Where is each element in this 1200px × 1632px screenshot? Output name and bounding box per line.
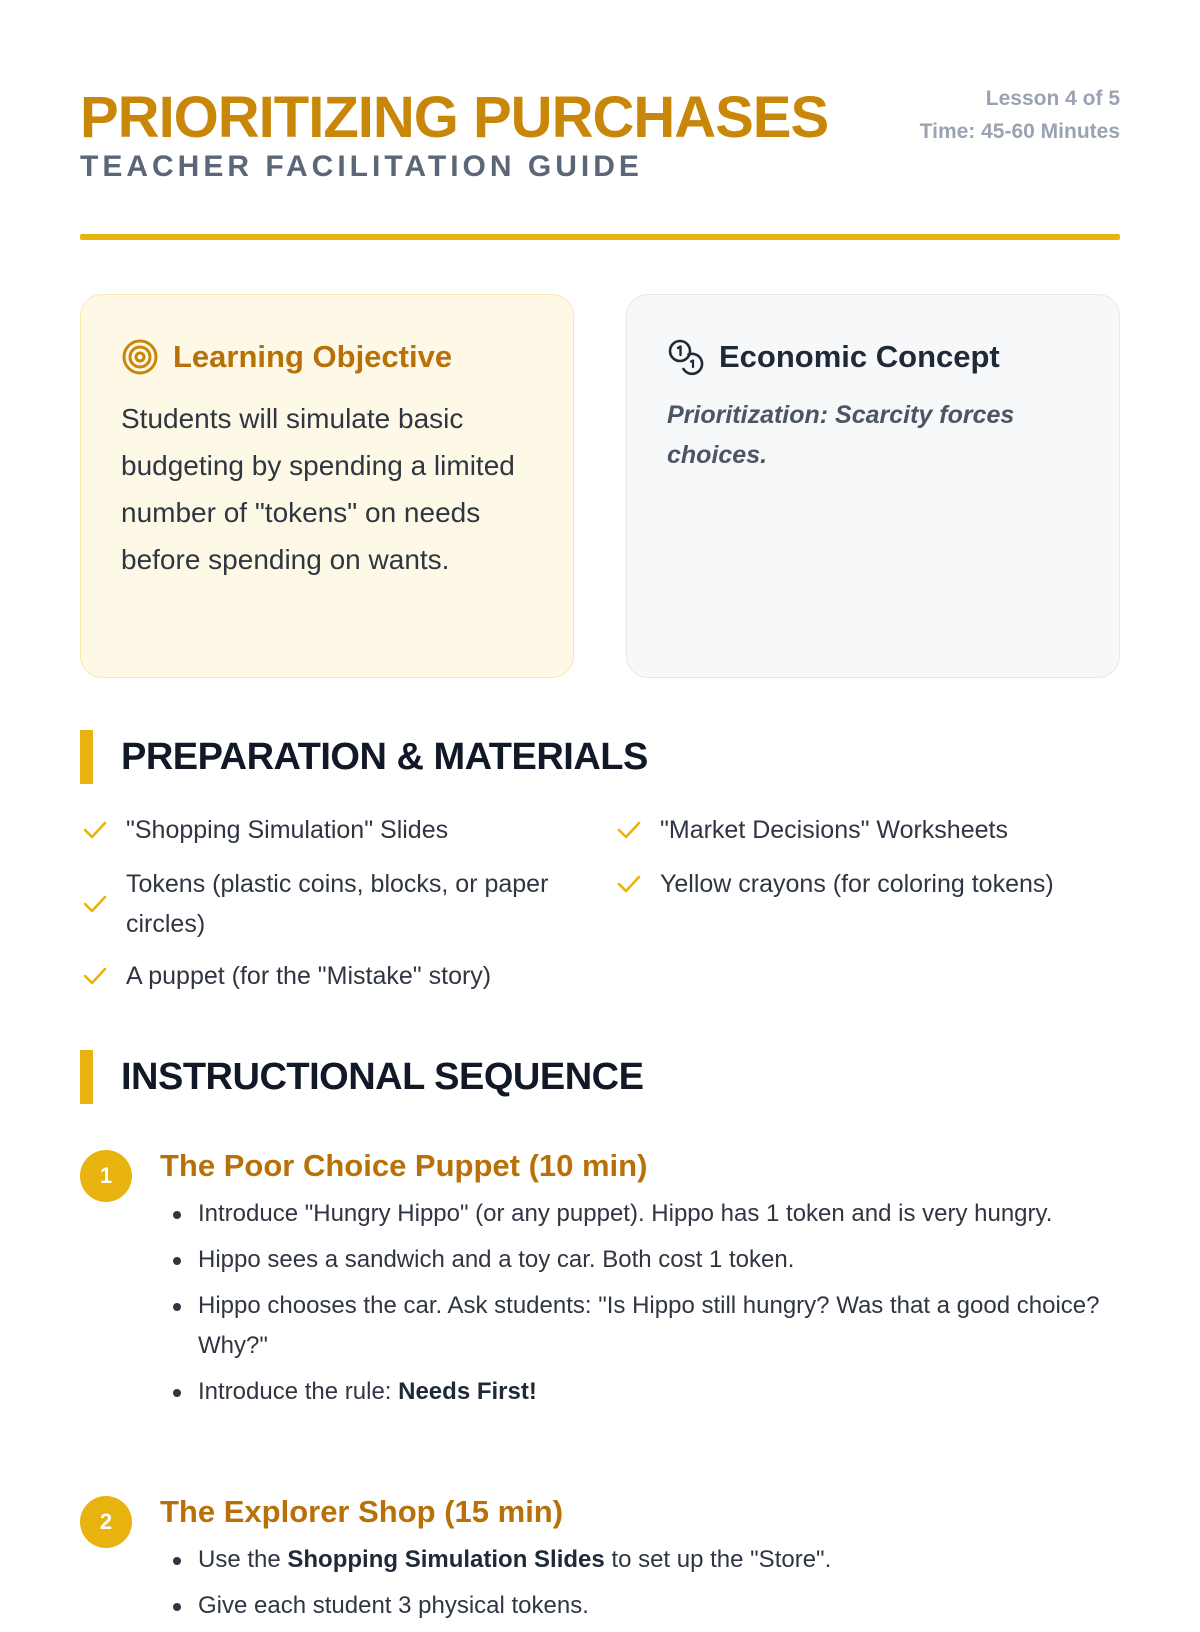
lesson-meta xyxy=(920,82,1120,148)
materials-item xyxy=(80,956,580,996)
sequence-section-header xyxy=(80,1050,643,1104)
section-accent-bar xyxy=(80,1050,93,1104)
step-bullet xyxy=(198,1540,1120,1580)
bullet-text: Introduce the rule: xyxy=(198,1378,399,1405)
lesson-number: Lesson 4 of 5 xyxy=(985,87,1120,110)
bullet-text: to set up the "Store". xyxy=(604,1546,832,1573)
step-number-badge: 1 xyxy=(80,1150,132,1202)
step-title: The Explorer Shop (15 min) xyxy=(160,1494,564,1529)
concept-text: Prioritization: Scarcity forces choices. xyxy=(667,401,1015,469)
objective-text: Students will simulate basic budgeting by spending a limited number of "tokens" on needs before spending on wants. xyxy=(121,403,515,575)
materials-item-label: "Market Decisions" Worksheets xyxy=(660,816,1008,844)
sequence-section-title: INSTRUCTIONAL SEQUENCE xyxy=(121,1055,644,1098)
checkmark-icon xyxy=(80,961,110,991)
checkmark-icon xyxy=(614,815,644,845)
page-subtitle: TEACHER FACILITATION GUIDE xyxy=(80,150,643,183)
section-accent-bar xyxy=(80,730,93,784)
step-bullet: Give each student 3 physical tokens. xyxy=(198,1586,1120,1626)
step-bullet: Hippo chooses the car. Ask students: "Is Hippo still hungry? Was that a good choice? Why?" xyxy=(198,1286,1120,1366)
step-bullet: Hippo sees a sandwich and a toy car. Both cost 1 token. xyxy=(198,1240,1120,1280)
materials-section-title: PREPARATION & MATERIALS xyxy=(121,735,648,778)
sequence-step xyxy=(80,1144,1120,1464)
materials-item-label: Yellow crayons (for coloring tokens) xyxy=(660,870,1054,898)
step-bullet xyxy=(198,1372,1120,1412)
step-bullet: Introduce "Hungry Hippo" (or any puppet). Hippo has 1 token and is very hungry. xyxy=(198,1194,1120,1234)
materials-item-label: Tokens (plastic coins, blocks, or paper circles) xyxy=(126,870,549,938)
materials-item xyxy=(80,864,580,944)
checkmark-icon xyxy=(80,815,110,845)
materials-item xyxy=(614,864,1120,904)
materials-item xyxy=(614,810,1120,850)
concept-header xyxy=(667,335,1079,379)
materials-item xyxy=(80,810,580,850)
economic-concept-card xyxy=(626,294,1120,678)
step-bullet-list xyxy=(198,1540,1120,1632)
target-icon xyxy=(121,338,159,376)
learning-objective-card xyxy=(80,294,574,678)
objective-title: Learning Objective xyxy=(173,339,453,374)
checkmark-icon xyxy=(80,889,110,919)
step-number-badge: 2 xyxy=(80,1496,132,1548)
document-page xyxy=(80,0,1120,1619)
bullet-emphasis: Needs First! xyxy=(398,1378,537,1405)
bullet-text: Use the xyxy=(198,1546,288,1573)
sequence-step xyxy=(80,1490,1120,1619)
page-title: PRIORITIZING PURCHASES xyxy=(80,85,829,150)
bullet-emphasis: Shopping Simulation Slides xyxy=(287,1546,605,1573)
materials-item-label: A puppet (for the "Mistake" story) xyxy=(126,962,492,990)
lesson-time: Time: 45-60 Minutes xyxy=(919,120,1120,143)
concept-title: Economic Concept xyxy=(719,339,1000,374)
materials-section-header xyxy=(80,730,648,784)
checkmark-icon xyxy=(614,869,644,899)
coins-icon xyxy=(667,338,705,376)
header xyxy=(80,78,1120,198)
header-divider xyxy=(80,234,1120,240)
step-bullet-list xyxy=(198,1194,1120,1418)
objective-header xyxy=(121,335,533,379)
materials-item-label: "Shopping Simulation" Slides xyxy=(126,816,449,844)
step-title: The Poor Choice Puppet (10 min) xyxy=(160,1148,648,1183)
